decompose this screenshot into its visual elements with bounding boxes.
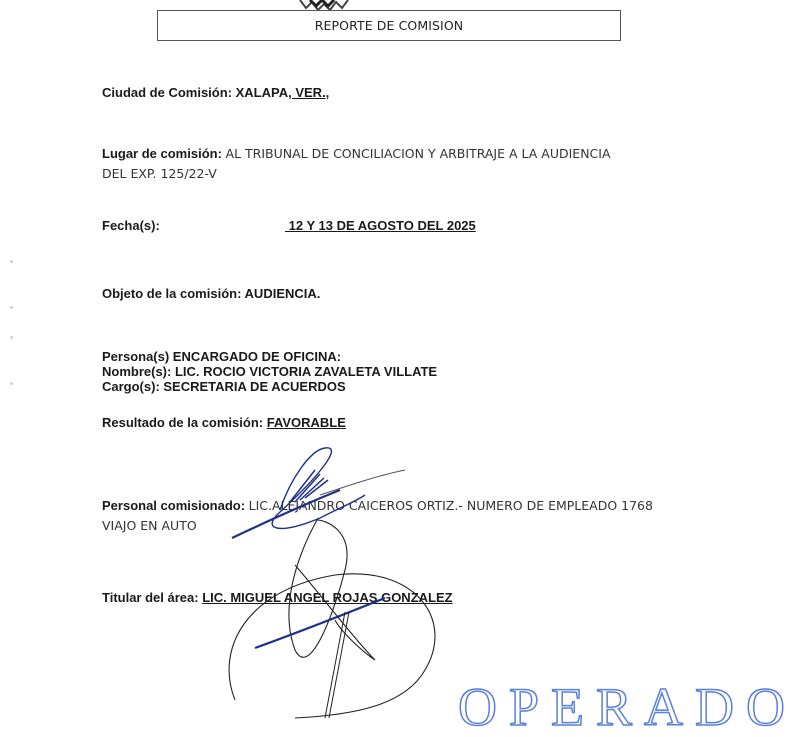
objeto-label: Objeto de la comisión: — [102, 286, 245, 301]
titular-value: LIC. MIGUEL ANGEL ROJAS GONZALEZ — [202, 590, 453, 605]
margin-mark — [10, 306, 13, 309]
resultado-value: FAVORABLE — [266, 415, 346, 430]
lugar-value-line1: AL TRIBUNAL DE CONCILIACION Y ARBITRAJE A LA AUDIENCIA — [225, 146, 611, 161]
report-title: REPORTE DE COMISION — [314, 18, 464, 33]
field-fecha — [102, 218, 160, 234]
field-titular — [102, 590, 453, 606]
lugar-label: Lugar de comisión: — [102, 146, 226, 161]
field-lugar — [102, 146, 682, 182]
field-persona — [102, 349, 437, 394]
lugar-value-line2: DEL EXP. 125/22-V — [102, 166, 217, 181]
field-objeto — [102, 286, 320, 302]
personal-value-line2: VIAJO EN AUTO — [102, 518, 197, 533]
margin-mark — [10, 336, 13, 339]
resultado-label: Resultado de la comisión: — [102, 415, 267, 430]
field-resultado — [102, 415, 346, 431]
ciudad-label: Ciudad de Comisión: — [102, 85, 236, 100]
ciudad-value-suffix: , VER., — [288, 85, 330, 100]
objeto-value: AUDIENCIA. — [244, 286, 321, 301]
stamp-text: OPERADO — [458, 677, 797, 737]
titular-label: Titular del área: — [102, 590, 203, 605]
fecha-value: 12 Y 13 DE AGOSTO DEL 2025 — [285, 218, 476, 233]
margin-mark — [10, 382, 13, 385]
persona-cargo: Cargo(s): SECRETARIA DE ACUERDOS — [102, 379, 346, 394]
persona-encargado: Persona(s) ENCARGADO DE OFICINA: — [102, 349, 342, 364]
stamp-operado — [458, 677, 797, 737]
field-personal — [102, 498, 702, 534]
personal-value-line1: LIC.ALEJANDRO CAICEROS ORTIZ.- NUMERO DE EMPLEADO 1768 — [248, 498, 653, 513]
persona-nombre: Nombre(s): LIC. ROCIO VICTORIA ZAVALETA VILLATE — [102, 364, 438, 379]
fecha-value-wrap — [285, 218, 476, 234]
margin-mark — [10, 260, 13, 263]
personal-label: Personal comisionado: — [102, 498, 249, 513]
report-title-box — [157, 10, 621, 41]
field-ciudad — [102, 85, 329, 101]
fecha-label: Fecha(s): — [102, 218, 160, 233]
ciudad-value: XALAPA — [235, 85, 289, 100]
